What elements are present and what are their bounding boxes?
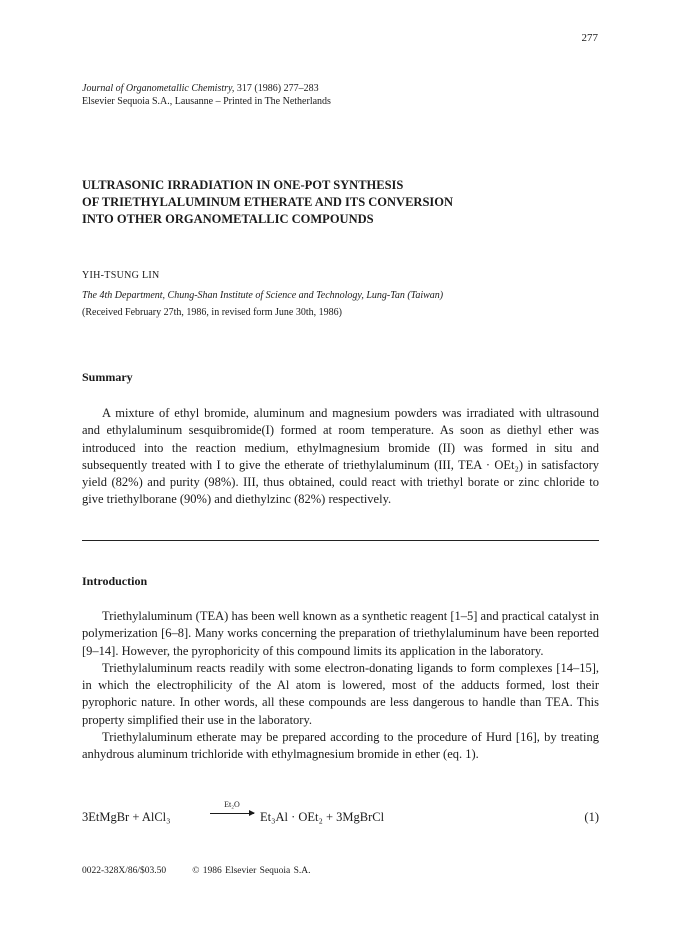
equation-products: Et₃Al · OEt₂ + 3MgBrCl <box>260 810 385 824</box>
footer <box>82 866 311 876</box>
received-dates: (Received February 27th, 1986, in revised form June 30th, 1986) <box>82 307 342 318</box>
author-affiliation: The 4th Department, Chung-Shan Institute of Science and Technology, Lung-Tan (Taiwan) <box>82 290 444 301</box>
summary-text: A mixture of ethyl bromide, aluminum and magnesium powders was irradiated with ultrasound and ethylaluminum sesquibromide(I) formed at room temperature. As soon as diethyl ether was introduced into the reaction medium, ethylmagnesium bromide (II) was formed in situ and subsequently treated with I to give the etherate of triethylaluminum (III, TEA · OEt₂) in satisfactory yield (82%) and purity (98%). III, thus obtained, could react with triethyl borate or zinc chloride to give triethylborane (90%) and diethylzinc (82%) respectively. <box>82 406 599 507</box>
equation-number: (1) <box>584 810 599 824</box>
introduction-body <box>82 608 599 764</box>
title-line: OF TRIETHYLALUMINUM ETHERATE AND ITS CONVERSION <box>82 195 454 209</box>
title-line: ULTRASONIC IRRADIATION IN ONE-POT SYNTHESIS <box>82 178 404 192</box>
copyright-notice: © 1986 Elsevier Sequoia S.A. <box>192 866 311 876</box>
summary-heading: Summary <box>82 370 133 384</box>
introduction-paragraph: Triethylaluminum etherate may be prepared according to the procedure of Hurd [16], by treating anhydrous aluminum trichloride with ethylmagnesium bromide in ether (eq. 1). <box>82 730 599 762</box>
page-number: 277 <box>581 32 598 44</box>
section-divider <box>82 540 599 541</box>
reaction-solvent: Et₂O <box>224 800 240 809</box>
journal-citation <box>82 82 331 95</box>
title-line: INTO OTHER ORGANOMETALLIC COMPOUNDS <box>82 212 374 226</box>
journal-name: Journal of Organometallic Chemistry, <box>82 83 235 94</box>
price-code: 0022-328X/86/$03.50 <box>82 866 167 876</box>
equation-reactants: 3EtMgBr + AlCl₃ <box>82 810 171 824</box>
publisher-line: Elsevier Sequoia S.A., Lausanne – Printed in The Netherlands <box>82 96 331 107</box>
introduction-paragraph: Triethylaluminum (TEA) has been well known as a synthetic reagent [1–5] and practical catalyst in polymerization [6–8]. Many works concerning the preparation of triethylaluminum have been reported [9–14]. However, the pyrophoricity of this compound limits its application in the laboratory. <box>82 609 599 658</box>
introduction-paragraph: Triethylaluminum reacts readily with some electron-donating ligands to form complexes [14–15], in which the electrophilicity of the Al atom is lowered, most of the adducts formed, lost their pyrophoric nature. In other words, all these compounds are less dangerous to handle than TEA. This property simplified their use in the laboratory. <box>82 660 599 727</box>
equation-1 <box>82 796 599 836</box>
journal-volume: 317 (1986) 277–283 <box>234 83 319 94</box>
journal-info <box>82 82 331 108</box>
author-name: YIH-TSUNG LIN <box>82 270 160 281</box>
arrow-right-icon <box>210 813 254 814</box>
article-title <box>82 177 602 228</box>
reaction-arrow <box>210 800 254 814</box>
introduction-heading: Introduction <box>82 574 148 588</box>
